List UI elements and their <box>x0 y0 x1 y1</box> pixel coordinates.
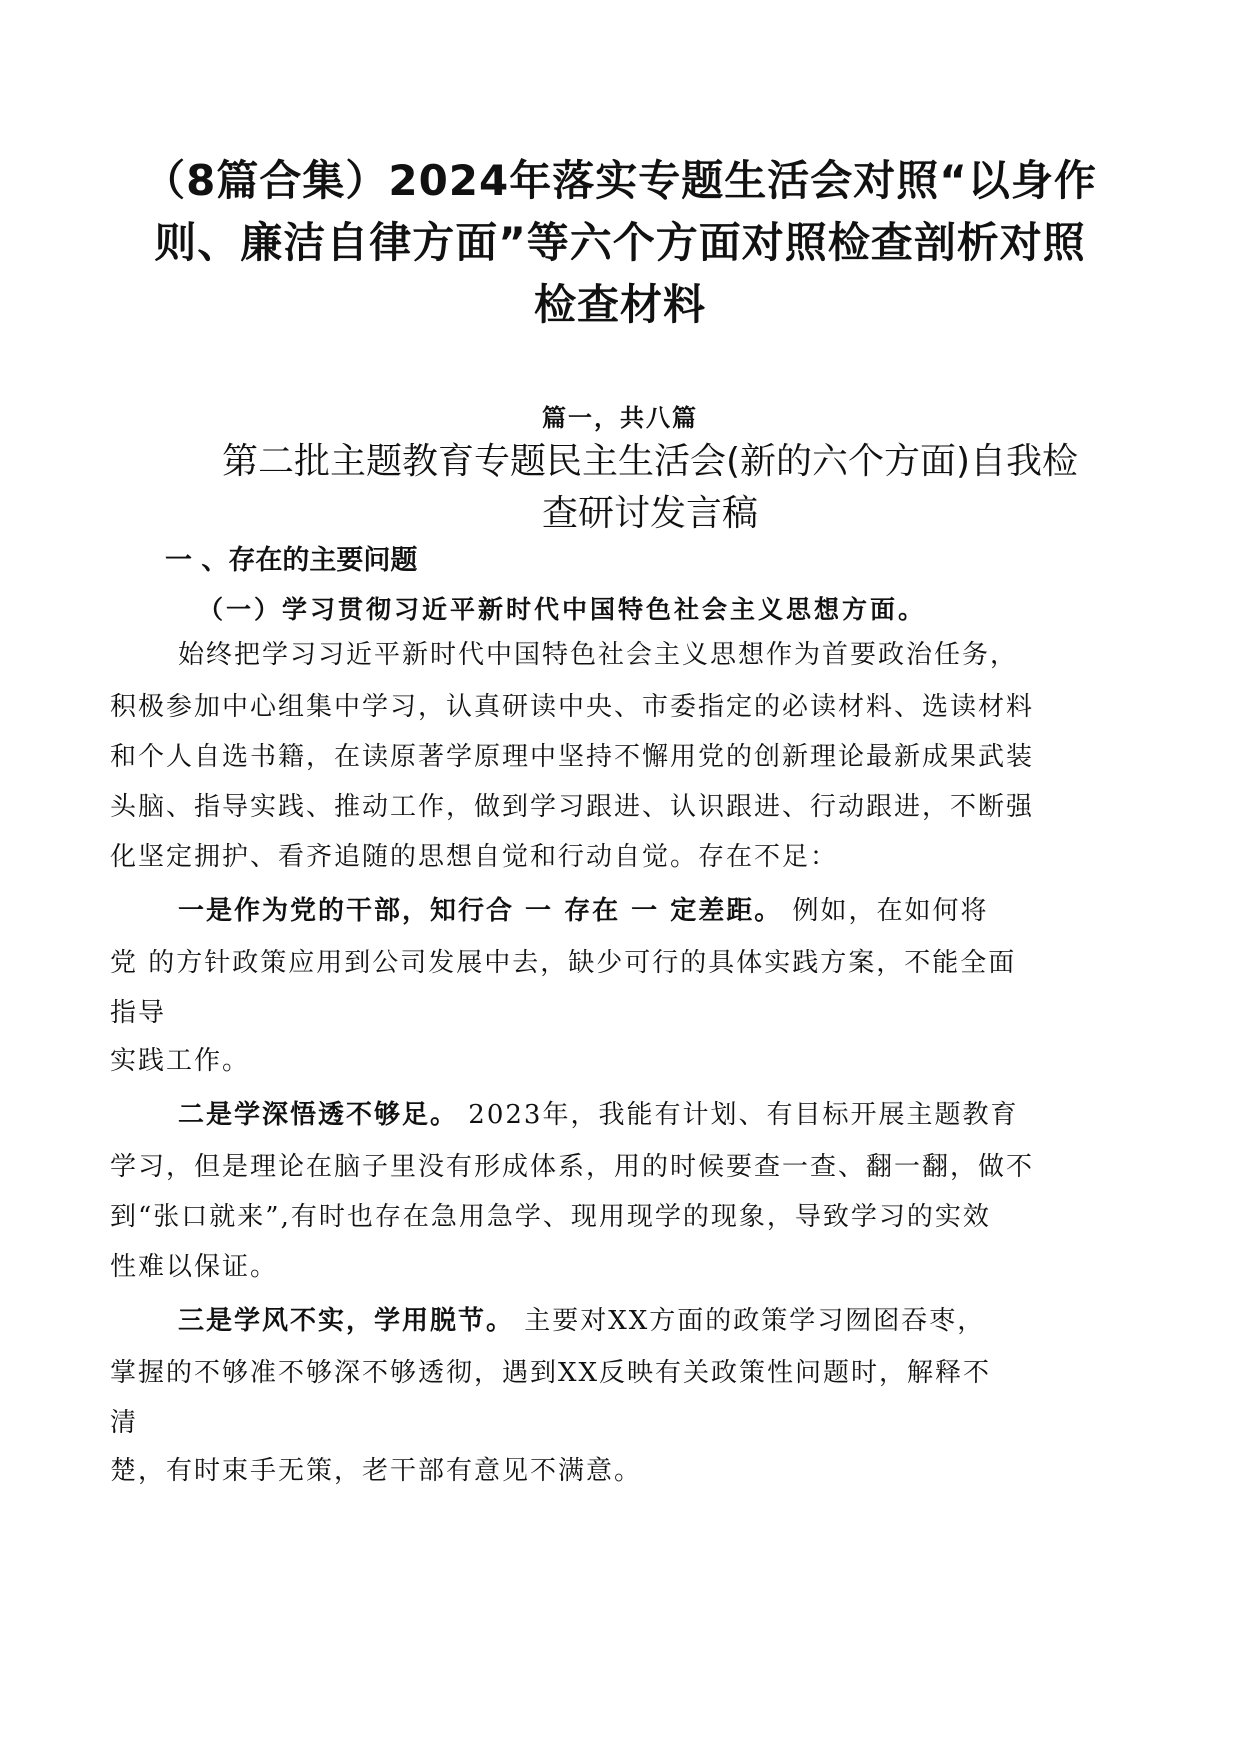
paragraph-line: 掌握的不够准不够深不够透彻，遇到XX反映有关政策性问题时，解释不 <box>110 1358 992 1388</box>
paragraph-line: 性难以保证。 <box>110 1252 279 1282</box>
paragraph-line: 积极参加中心组集中学习，认真研读中央、市委指定的必读材料、选读材料 <box>110 692 1035 722</box>
paragraph-line: 和个人自选书籍，在读原著学原理中坚持不懈用党的创新理论最新成果武装 <box>110 742 1035 772</box>
paragraph-line: 实践工作。 <box>110 1046 251 1076</box>
paragraph-line: 到“张口就来”,有时也存在急用急学、现用现学的现象，导致学习的实效 <box>110 1202 991 1232</box>
part-label: 篇一，共八篇 <box>542 403 698 432</box>
paragraph-line: 头脑、指导实践、推动工作，做到学习跟进、认识跟进、行动跟进，不断强 <box>110 792 1035 822</box>
paragraph-line: 党 的方针政策应用到公司发展中去，缺少可行的具体实践方案，不能全面 <box>110 948 1017 978</box>
title-line: 检查材料 <box>533 280 706 329</box>
point-lead: 三是学风不实，学用脱节。 <box>178 1306 515 1336</box>
subsection-heading: （一）学习贯彻习近平新时代中国特色社会主义思想方面。 <box>198 595 927 624</box>
point-text: 2023年，我能有计划、有目标开展主题教育 <box>458 1100 1019 1130</box>
document-title <box>110 150 1130 336</box>
point-lead: 二是学深悟透不够足。 <box>178 1100 459 1130</box>
paragraph-line: 楚，有时束手无策，老干部有意见不满意。 <box>110 1456 643 1486</box>
point-first-line <box>178 890 988 927</box>
document-subtitle <box>170 436 1130 540</box>
paragraph-line: 指导 <box>110 998 167 1028</box>
subtitle-line: 第二批主题教育专题民主生活会(新的六个方面)自我检 <box>221 441 1079 482</box>
point-text: 例如，在如何将 <box>782 896 989 926</box>
subtitle-line: 查研讨发言稿 <box>541 493 758 534</box>
paragraph-line: 学习，但是理论在脑子里没有形成体系，用的时候要查一查、翻一翻，做不 <box>110 1152 1035 1182</box>
paragraph-line: 清 <box>110 1408 139 1438</box>
title-line: （8篇合集）2024年落实专题生活会对照“以身作 <box>143 156 1097 205</box>
paragraph-line: 始终把学习习近平新时代中国特色社会主义思想作为首要政治任务， <box>178 640 1019 670</box>
point-first-line <box>178 1094 1018 1131</box>
point-lead: 一是作为党的干部，知行合 一 存在 一 定差距。 <box>178 896 783 926</box>
paragraph-line: 化坚定拥护、看齐追随的思想自觉和行动自觉。存在不足： <box>110 842 839 872</box>
point-first-line <box>178 1300 985 1337</box>
title-line: 则、廉洁自律方面”等六个方面对照检查剖析对照 <box>154 218 1086 267</box>
section-heading: 一 、存在的主要问题 <box>165 545 418 576</box>
point-text: 主要对XX方面的政策学习囫囵吞枣， <box>514 1306 986 1336</box>
